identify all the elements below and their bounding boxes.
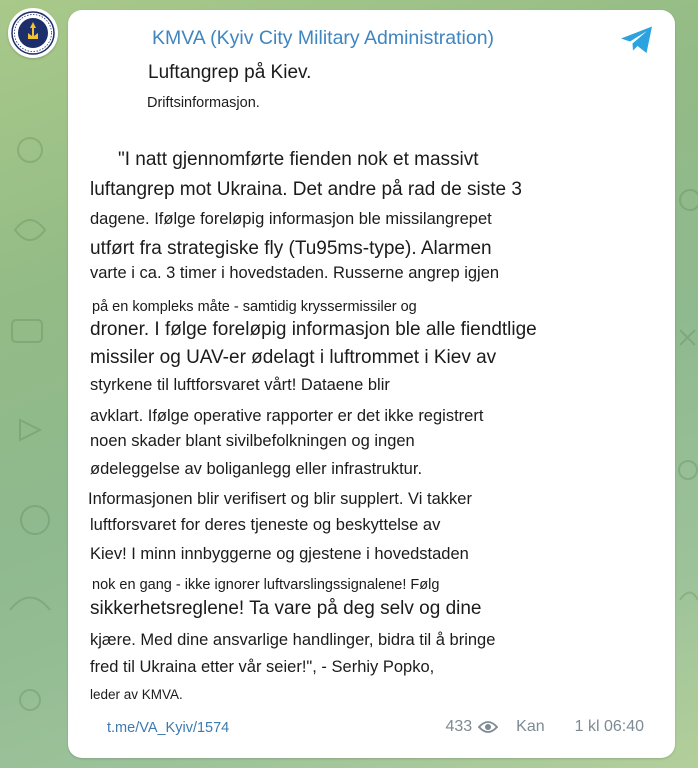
post-line: "I natt gjennomførte fienden nok et massivt [118, 149, 479, 170]
post-meta [445, 718, 644, 736]
post-line: missiler og UAV-er ødelagt i luftrommet i Kiev av [90, 347, 497, 368]
eye-icon [478, 720, 498, 734]
post-line: noen skader blant sivilbefolkningen og ingen [90, 432, 415, 450]
post-line: luftforsvaret for deres tjeneste og beskyttelse av [90, 516, 441, 534]
post-line: kjære. Med dine ansvarlige handlinger, bidra til å bringe [90, 631, 496, 649]
post-line: leder av KMVA. [90, 687, 183, 702]
post-line: nok en gang - ikke ignorer luftvarslingssignalene! Følg [92, 577, 440, 593]
telegram-icon[interactable] [619, 24, 655, 56]
post-line: på en kompleks måte - samtidig kryssermissiler og [92, 299, 417, 315]
kmva-emblem-icon [11, 11, 55, 55]
channel-avatar[interactable] [8, 8, 58, 58]
post-subheadline: Driftsinformasjon. [147, 95, 260, 111]
post-author: Kan [516, 718, 545, 735]
post-headline: Luftangrep på Kiev. [148, 62, 312, 83]
post-line: fred til Ukraina etter vår seier!", - Serhiy Popko, [90, 658, 435, 676]
post-line: sikkerhetsreglene! Ta vare på deg selv og dine [90, 598, 482, 619]
post-line: styrkene til luftforsvaret vårt! Dataene blir [90, 376, 390, 394]
post-line: Informasjonen blir verifisert og blir supplert. Vi takker [88, 490, 472, 508]
post-line: droner. I følge foreløpig informasjon ble alle fiendtlige [90, 319, 537, 340]
message-card [68, 10, 675, 758]
post-line: utført fra strategiske fly (Tu95ms-type). Alarmen [90, 238, 492, 259]
post-line: luftangrep mot Ukraina. Det andre på rad de siste 3 [90, 179, 522, 200]
post-time: 1 kl 06:40 [574, 718, 644, 735]
channel-title[interactable]: KMVA (Kyiv City Military Administration) [152, 27, 495, 49]
post-link[interactable]: t.me/VA_Kyiv/1574 [107, 720, 230, 736]
post-line: varte i ca. 3 timer i hovedstaden. Russerne angrep igjen [90, 264, 500, 282]
view-count: 433 [445, 718, 473, 735]
post-line: dagene. Ifølge foreløpig informasjon ble missilangrepet [90, 210, 492, 228]
post-line: ødeleggelse av boliganlegg eller infrastruktur. [90, 460, 423, 478]
post-line: Kiev! I minn innbyggerne og gjestene i hovedstaden [90, 545, 469, 563]
post-line: avklart. Ifølge operative rapporter er det ikke registrert [90, 407, 484, 425]
